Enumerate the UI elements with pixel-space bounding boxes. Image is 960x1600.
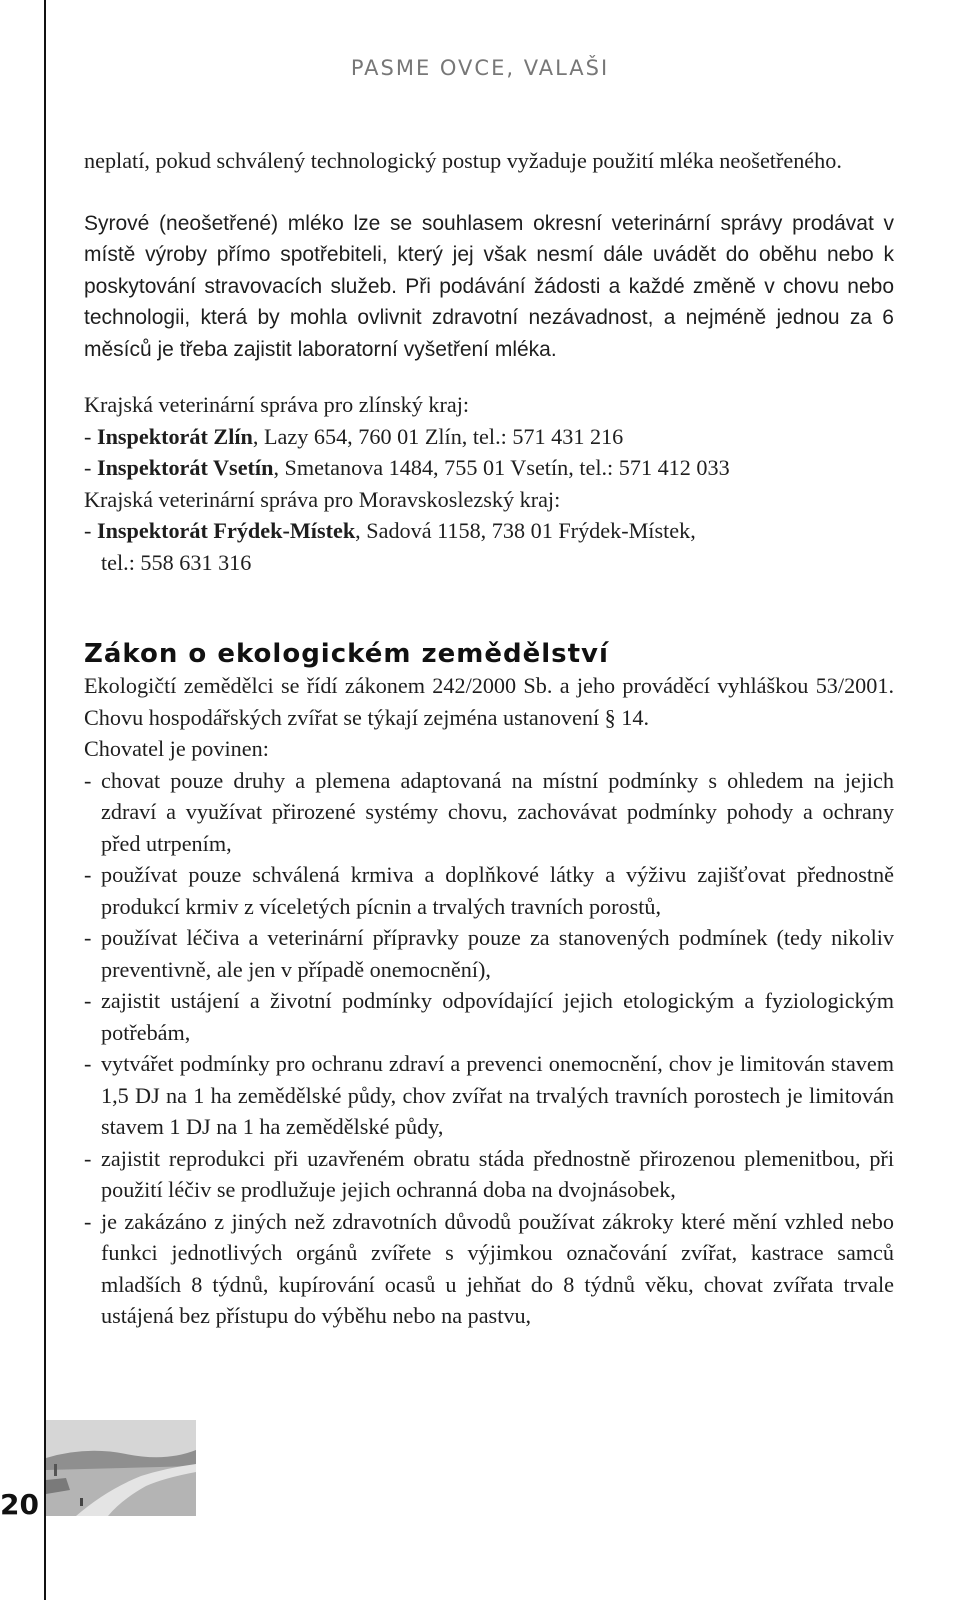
list-dash: - <box>84 1208 92 1234</box>
contacts-block <box>84 389 894 578</box>
list-item: - chovat pouze druhy a plemena adaptovaná na místní podmínky s ohledem na jejich zdraví a využívat přirozené systémy chovu, zachovávat podmínky pohody a ochrany před utrpením, <box>84 765 894 860</box>
page-number: 20 <box>0 1488 39 1521</box>
paragraph-raw-milk: Syrové (neošetřené) mléko lze se souhlasem okresní veterinární správy prodávat v místě výroby přímo spotřebiteli, který jej však nesmí dále uvádět do oběhu nebo k poskytování stravovacích služeb. Při podávání žádosti a každé změně v chovu nebo technologii, která by mohla ovlivnit zdravotní nezávadnost, a nejméně jednou za 6 měsíců je třeba zajistit laboratorní vyšetření mléka. <box>84 211 894 361</box>
landscape-photo <box>46 1420 196 1516</box>
contact-name-vsetin: Inspektorát Vsetín <box>96 455 274 480</box>
section-heading: Zákon o ekologickém zemědělství <box>84 639 609 669</box>
section-intro: Ekologičtí zemědělci se řídí zákonem 242/2000 Sb. a jeho prováděcí vyhláškou 53/2001. Chovu hospodářských zvířat se týkají zejména ustanovení § 14. <box>84 673 894 730</box>
contact-line-frydek <box>84 515 894 547</box>
contact-dash: - <box>84 518 97 543</box>
contact-address-frydek: , Sadová 1158, 738 01 Frýdek-Místek, <box>355 518 696 543</box>
list-item: - vytvářet podmínky pro ochranu zdraví a prevenci onemocnění, chov je limitován stavem 1,5 DJ na 1 ha zemědělské půdy, chov zvířat na trvalých travních porostech je limitován stavem 1 DJ na 1 ha zemědělské půdy, <box>84 1048 894 1143</box>
contact-name-frydek: Inspektorát Frýdek-Místek <box>96 518 356 543</box>
contact-phone-frydek: tel.: 558 631 316 <box>101 549 252 575</box>
list-item: - je zakázáno z jiných než zdravotních důvodů používat zákroky které mění vzhled nebo funkci jednotlivých orgánů zvířete s výjimkou označování zvířat, kastrace samců mladších 8 týdnů, kupírování ocasů u jehňat do 8 týdnů věku, chovat zvířata trvale ustájená bez přístupu do výběhu nebo na pastvu, <box>84 1206 894 1332</box>
list-dash: - <box>84 767 92 793</box>
list-item: - používat léčiva a veterinární přípravky pouze za stanovených podmínek (tedy nikoliv preventivně, ale jen v případě onemocnění), <box>84 922 894 985</box>
contact-line-vsetin <box>84 452 894 484</box>
page-content <box>84 145 894 1332</box>
list-dash: - <box>84 862 92 887</box>
page-margin-rule <box>44 0 46 1600</box>
contact-address-vsetin: , Smetanova 1484, 755 01 Vsetín, tel.: 571 412 033 <box>273 455 730 480</box>
paragraph-continuation: neplatí, pokud schválený technologický postup vyžaduje použití mléka neošetřeného. <box>84 148 842 173</box>
contact-line-zlin <box>84 421 894 453</box>
duties-list <box>84 765 894 1332</box>
list-dash: - <box>84 1145 92 1171</box>
list-dash: - <box>84 1051 92 1076</box>
list-item: - zajistit reprodukci při uzavřeném obratu stáda přednostně přirozenou plemenitbou, při použití léčiv se prodlužuje jejich ochranná doba na dvojnásobek, <box>84 1143 894 1206</box>
contact-dash: - <box>84 423 97 449</box>
running-header: PASME OVCE, VALAŠI <box>350 56 610 80</box>
contact-name-zlin: Inspektorát Zlín <box>96 423 253 449</box>
list-dash: - <box>84 925 92 950</box>
list-item: - zajistit ustájení a životní podmínky odpovídající jejich etologickým a fyziologickým potřebám, <box>84 985 894 1048</box>
list-item: - používat pouze schválená krmiva a doplňkové látky a výživu zajišťovat přednostně produkcí krmiv z víceletých pícnin a trvalých travních porostů, <box>84 859 894 922</box>
contact-heading-zlin: Krajská veterinární správa pro zlínský kraj: <box>84 392 470 417</box>
duties-lead: Chovatel je povinen: <box>84 736 269 761</box>
list-dash: - <box>84 988 92 1013</box>
contact-address-zlin: , Lazy 654, 760 01 Zlín, tel.: 571 431 216 <box>252 423 624 449</box>
landscape-photo-graphic <box>46 1420 196 1516</box>
contact-dash: - <box>84 455 97 480</box>
contact-heading-msk: Krajská veterinární správa pro Moravskoslezský kraj: <box>84 486 561 512</box>
